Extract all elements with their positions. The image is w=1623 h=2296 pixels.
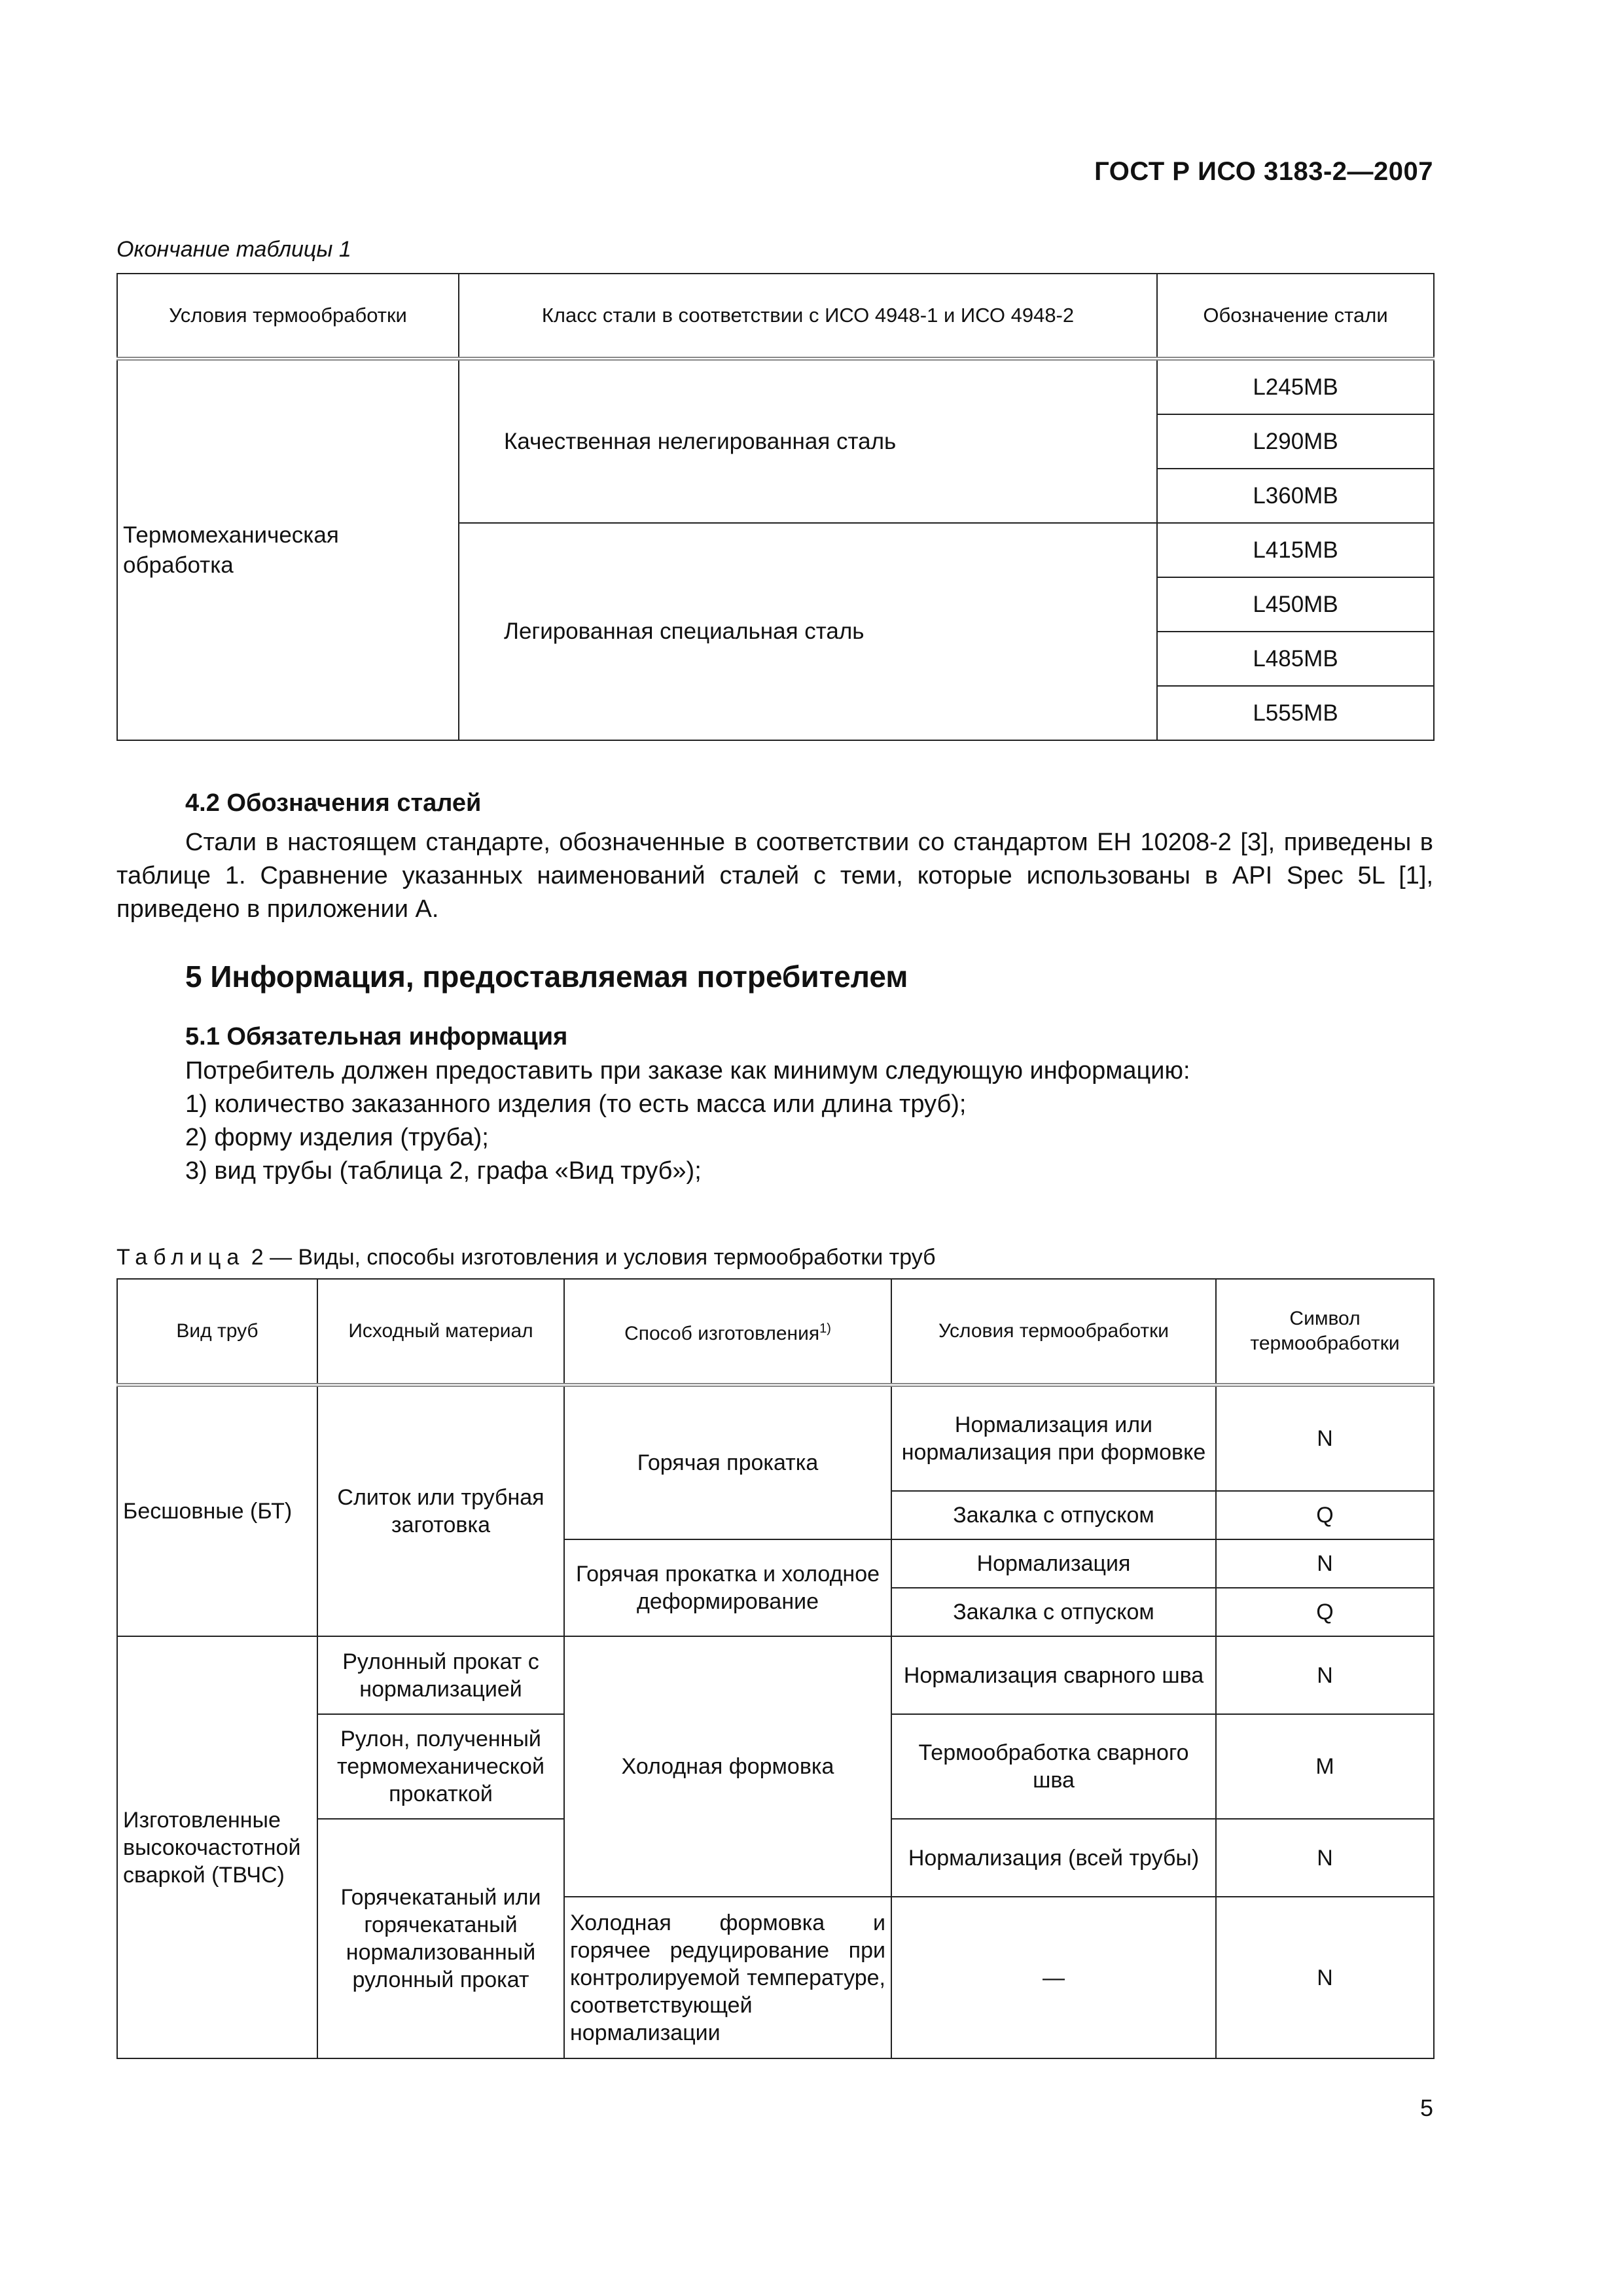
condition-cell: Закалка с отпуском	[891, 1491, 1216, 1539]
section-5-title: 5 Информация, предоставляемая потребителем	[185, 960, 908, 994]
method-cell: Холодная формовка	[564, 1636, 891, 1897]
section-5-1-title: 5.1 Обязательная информация	[185, 1023, 568, 1050]
table1-header-row	[117, 274, 1434, 359]
table2-header: Символ термообработки	[1216, 1279, 1434, 1385]
condition-cell: —	[891, 1897, 1216, 2058]
document-number: ГОСТ Р ИСО 3183-2—2007	[1094, 157, 1433, 186]
pipe-type-cell: Изготовленные высокочастотной сваркой (ТВЧС)	[117, 1636, 317, 2058]
steel-code-cell: L450MB	[1157, 577, 1434, 632]
condition-cell: Термообработка сварного шва	[891, 1714, 1216, 1819]
table1	[116, 273, 1435, 741]
steel-code-cell: L415MB	[1157, 523, 1434, 577]
table2-header: Условия термообработки	[891, 1279, 1216, 1385]
list-item: 3) вид трубы (таблица 2, графа «Вид труб»);	[185, 1157, 702, 1185]
table1-class-cell: Легированная специальная сталь	[459, 523, 1157, 740]
section-5-1-intro: Потребитель должен предоставить при заказе как минимум следующую информацию:	[185, 1057, 1190, 1085]
steel-code-cell: L555MB	[1157, 686, 1434, 740]
steel-code-cell: L290MB	[1157, 414, 1434, 469]
method-cell: Горячая прокатка	[564, 1385, 891, 1539]
table1-caption: Окончание таблицы 1	[116, 237, 351, 262]
table2-header-text: Способ изготовления	[624, 1323, 820, 1344]
table-row	[117, 359, 1434, 414]
table2-header	[564, 1279, 891, 1385]
table-row	[117, 1385, 1434, 1491]
material-cell: Рулон, полученный термомеханической прокаткой	[317, 1714, 564, 1819]
table1-class-cell: Качественная нелегированная сталь	[459, 359, 1157, 523]
section-4-2-text: Стали в настоящем стандарте, обозначенные в соответствии со стандартом ЕН 10208-2 [3], приведены в таблице 1. Сравнение указанных наименований сталей с теми, которые использованы в API Spec 5L [1], приведено в приложении А.	[116, 829, 1433, 923]
steel-code-cell: L245MB	[1157, 359, 1434, 414]
symbol-cell: N	[1216, 1385, 1434, 1491]
condition-cell: Нормализация сварного шва	[891, 1636, 1216, 1714]
symbol-cell: N	[1216, 1819, 1434, 1897]
symbol-cell: Q	[1216, 1491, 1434, 1539]
table2-caption	[116, 1245, 936, 1270]
table1-condition-cell: Термомеханическая обработка	[117, 359, 459, 740]
condition-cell: Нормализация (всей трубы)	[891, 1819, 1216, 1897]
method-cell: Горячая прокатка и холодное деформирование	[564, 1539, 891, 1636]
table1-header: Условия термообработки	[117, 274, 459, 359]
section-4-2-title: 4.2 Обозначения сталей	[185, 789, 482, 817]
pipe-type-cell: Бесшовные (БТ)	[117, 1385, 317, 1636]
table2-caption-text: 2 — Виды, способы изготовления и условия термообработки труб	[245, 1245, 936, 1270]
material-cell: Слиток или трубная заготовка	[317, 1385, 564, 1636]
footnote-mark: 1)	[819, 1321, 831, 1336]
steel-code-cell: L360MB	[1157, 469, 1434, 523]
symbol-cell: Q	[1216, 1588, 1434, 1636]
steel-code-cell: L485MB	[1157, 632, 1434, 686]
material-cell: Горячекатаный или горячекатаный нормализованный рулонный прокат	[317, 1819, 564, 2058]
condition-cell: Закалка с отпуском	[891, 1588, 1216, 1636]
table2	[116, 1278, 1435, 2059]
table-row	[117, 1636, 1434, 1714]
symbol-cell: N	[1216, 1897, 1434, 2058]
table2-caption-label: Таблица	[116, 1245, 245, 1270]
table2-header: Исходный материал	[317, 1279, 564, 1385]
table1-header: Класс стали в соответствии с ИСО 4948-1 и ИСО 4948-2	[459, 274, 1157, 359]
table2-header-row	[117, 1279, 1434, 1385]
symbol-cell: N	[1216, 1539, 1434, 1588]
page-number: 5	[1419, 2094, 1433, 2121]
symbol-cell: M	[1216, 1714, 1434, 1819]
table1-header: Обозначение стали	[1157, 274, 1434, 359]
list-item: 2) форму изделия (труба);	[185, 1124, 489, 1151]
condition-cell: Нормализация	[891, 1539, 1216, 1588]
table2-header: Вид труб	[117, 1279, 317, 1385]
symbol-cell: N	[1216, 1636, 1434, 1714]
material-cell: Рулонный прокат с нормализацией	[317, 1636, 564, 1714]
list-item: 1) количество заказанного изделия (то есть масса или длина труб);	[185, 1090, 967, 1118]
condition-cell: Нормализация или нормализация при формовке	[891, 1385, 1216, 1491]
method-cell: Холодная формовка и горячее редуцирование при контролируемой температуре, соответствующей нормализации	[564, 1897, 891, 2058]
